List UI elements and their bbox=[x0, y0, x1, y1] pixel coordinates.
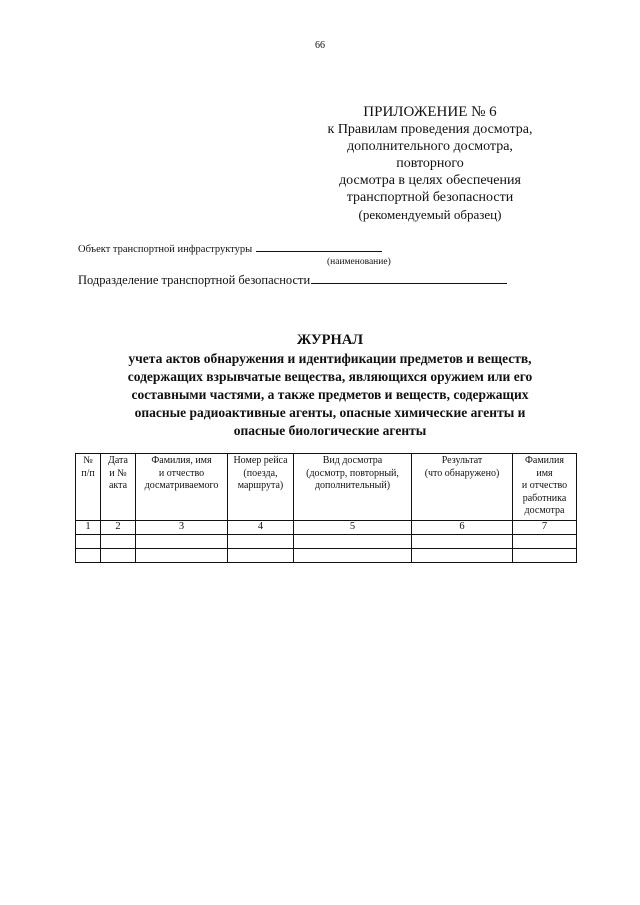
header-cell-inspection-type: Вид досмотра (досмотр, повторный, дополнительный) bbox=[294, 454, 412, 521]
journal-title: ЖУРНАЛ bbox=[296, 332, 364, 348]
empty-cell[interactable] bbox=[412, 548, 513, 562]
unit-field bbox=[78, 272, 507, 288]
empty-cell[interactable] bbox=[228, 548, 294, 562]
column-number-cell: 5 bbox=[294, 521, 412, 535]
object-caption: (наименование) bbox=[327, 257, 391, 267]
table-header-row bbox=[76, 454, 577, 521]
empty-cell[interactable] bbox=[412, 534, 513, 548]
empty-cell[interactable] bbox=[101, 548, 136, 562]
column-number-cell: 4 bbox=[228, 521, 294, 535]
journal-subtitle-line: учета актов обнаружения и идентификации предметов и веществ, bbox=[128, 351, 532, 366]
column-number-cell: 7 bbox=[513, 521, 577, 535]
header-cell-inspector: Фамилия имя и отчество работника досмотра bbox=[513, 454, 577, 521]
journal-heading bbox=[60, 331, 600, 440]
journal-subtitle-line: содержащих взрывчатые вещества, являющихся оружием или его bbox=[127, 369, 533, 384]
header-cell-number: № п/п bbox=[76, 454, 101, 521]
appendix-block bbox=[290, 104, 570, 223]
appendix-line: досмотра в целях обеспечения bbox=[339, 173, 521, 188]
column-number-cell: 2 bbox=[101, 521, 136, 535]
appendix-line: повторного bbox=[396, 156, 464, 171]
appendix-line: дополнительного досмотра, bbox=[347, 139, 513, 154]
column-number-cell: 1 bbox=[76, 521, 101, 535]
table-row bbox=[76, 548, 577, 562]
empty-cell[interactable] bbox=[513, 534, 577, 548]
empty-cell[interactable] bbox=[76, 548, 101, 562]
appendix-title: ПРИЛОЖЕНИЕ № 6 bbox=[363, 104, 497, 120]
appendix-line: к Правилам проведения досмотра, bbox=[327, 122, 533, 137]
empty-cell[interactable] bbox=[76, 534, 101, 548]
object-fill-line[interactable] bbox=[256, 242, 382, 252]
journal-subtitle-line: составными частями, а также предметов и веществ, содержащих bbox=[131, 387, 529, 402]
journal-subtitle-line: опасные биологические агенты bbox=[233, 423, 427, 438]
appendix-note: (рекомендуемый образец) bbox=[358, 207, 502, 222]
empty-cell[interactable] bbox=[101, 534, 136, 548]
appendix-line: транспортной безопасности bbox=[346, 190, 514, 205]
unit-fill-line[interactable] bbox=[311, 272, 507, 284]
empty-cell[interactable] bbox=[294, 548, 412, 562]
empty-cell[interactable] bbox=[136, 534, 228, 548]
column-number-row bbox=[76, 521, 577, 535]
empty-cell[interactable] bbox=[228, 534, 294, 548]
empty-cell[interactable] bbox=[136, 548, 228, 562]
column-number-cell: 3 bbox=[136, 521, 228, 535]
header-cell-inspected-person: Фамилия, имя и отчество досматриваемого bbox=[136, 454, 228, 521]
register-table bbox=[75, 453, 577, 563]
header-cell-trip-number: Номер рейса (поезда, маршрута) bbox=[228, 454, 294, 521]
empty-cell[interactable] bbox=[513, 548, 577, 562]
object-field bbox=[78, 242, 382, 255]
header-cell-result: Результат (что обнаружено) bbox=[412, 454, 513, 521]
table-row bbox=[76, 534, 577, 548]
journal-subtitle-line: опасные радиоактивные агенты, опасные химические агенты и bbox=[134, 405, 526, 420]
header-cell-date: Дата и № акта bbox=[101, 454, 136, 521]
object-label: Объект транспортной инфраструктуры bbox=[78, 244, 253, 255]
empty-cell[interactable] bbox=[294, 534, 412, 548]
unit-label: Подразделение транспортной безопасности bbox=[78, 273, 311, 287]
page-number: 66 bbox=[315, 40, 325, 51]
column-number-cell: 6 bbox=[412, 521, 513, 535]
